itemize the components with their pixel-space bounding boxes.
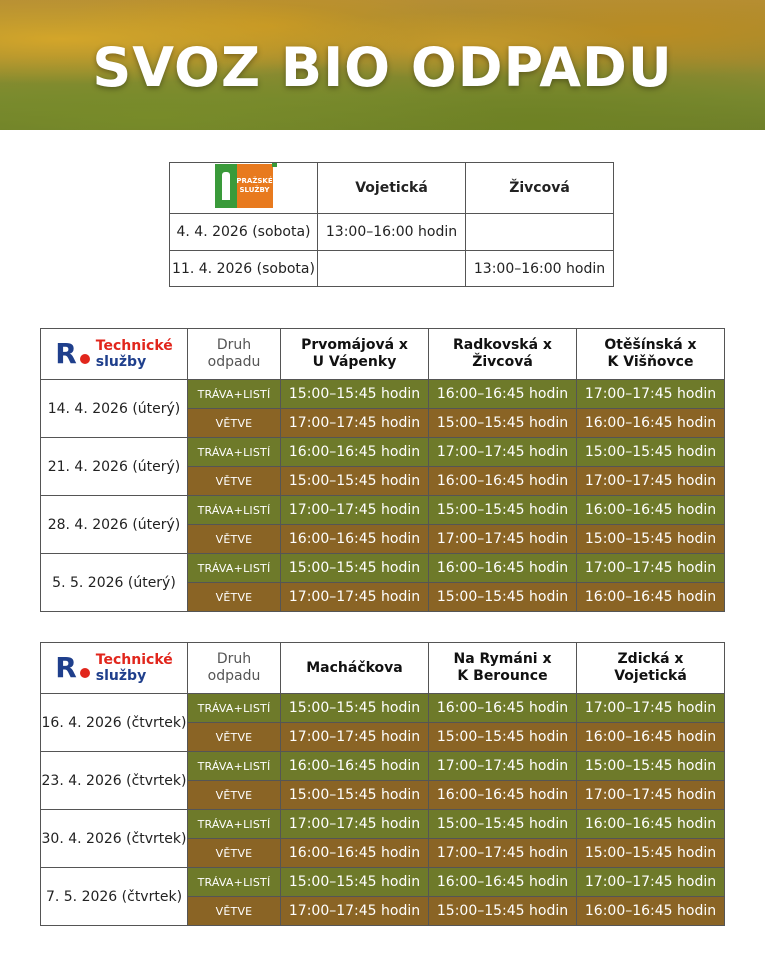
time-slot: 17:00–17:45 hodin [577, 380, 725, 409]
date-cell: 16. 4. 2026 (čtvrtek) [41, 694, 188, 752]
column-header: Zdická x Vojetická [577, 643, 725, 694]
waste-type-trava: TRÁVA+LISTÍ [188, 438, 281, 467]
time-slot: 17:00–17:45 hodin [577, 694, 725, 723]
time-slot: 17:00–17:45 hodin [281, 496, 429, 525]
time-slot: 17:00–17:45 hodin [281, 810, 429, 839]
date-cell: 5. 5. 2026 (úterý) [41, 554, 188, 612]
time-slot: 16:00–16:45 hodin [429, 467, 577, 496]
time-slot: 16:00–16:45 hodin [429, 868, 577, 897]
technicke-sluzby-logo-cell [41, 329, 188, 380]
time-slot: 15:00–15:45 hodin [577, 438, 725, 467]
time-slot: 17:00–17:45 hodin [429, 839, 577, 868]
column-header: Na Rymáni x K Berounce [429, 643, 577, 694]
logo-word1: Technické [95, 652, 173, 668]
waste-type-trava: TRÁVA+LISTÍ [188, 810, 281, 839]
time-slot: 17:00–17:45 hodin [577, 781, 725, 810]
date-cell: 11. 4. 2026 (sobota) [170, 251, 318, 287]
time-slot: 16:00–16:45 hodin [429, 380, 577, 409]
time-slot: 15:00–15:45 hodin [281, 380, 429, 409]
column-header: Živcová [466, 163, 614, 214]
time-slot: 15:00–15:45 hodin [429, 409, 577, 438]
page-title: SVOZ BIO ODPADU [92, 36, 673, 99]
time-slot: 16:00–16:45 hodin [577, 409, 725, 438]
waste-type-vetve: VĚTVE [188, 839, 281, 868]
time-slot: 16:00–16:45 hodin [429, 694, 577, 723]
time-slot: 16:00–16:45 hodin [577, 897, 725, 926]
waste-type-vetve: VĚTVE [188, 723, 281, 752]
time-slot: 15:00–15:45 hodin [577, 525, 725, 554]
date-cell: 21. 4. 2026 (úterý) [41, 438, 188, 496]
druh-odpadu-header: Druh odpadu [188, 329, 281, 380]
waste-type-vetve: VĚTVE [188, 409, 281, 438]
time-slot: 17:00–17:45 hodin [429, 438, 577, 467]
technicke-sluzby-logo [41, 338, 187, 370]
header-banner [0, 0, 765, 130]
time-cell: 13:00–16:00 hodin [466, 251, 614, 287]
technicke-sluzby-logo [41, 652, 187, 684]
time-slot: 15:00–15:45 hodin [281, 694, 429, 723]
date-cell: 7. 5. 2026 (čtvrtek) [41, 868, 188, 926]
waste-type-vetve: VĚTVE [188, 525, 281, 554]
column-header: Vojetická [318, 163, 466, 214]
time-slot: 17:00–17:45 hodin [577, 467, 725, 496]
waste-type-trava: TRÁVA+LISTÍ [188, 694, 281, 723]
date-cell: 30. 4. 2026 (čtvrtek) [41, 810, 188, 868]
waste-type-trava: TRÁVA+LISTÍ [188, 752, 281, 781]
time-slot: 17:00–17:45 hodin [577, 868, 725, 897]
waste-type-vetve: VĚTVE [188, 781, 281, 810]
time-slot: 15:00–15:45 hodin [429, 583, 577, 612]
time-slot: 17:00–17:45 hodin [281, 409, 429, 438]
prazske-sluzby-logo-cell [170, 163, 318, 214]
column-header: Otěšínská x K Višňovce [577, 329, 725, 380]
time-slot: 15:00–15:45 hodin [429, 723, 577, 752]
time-slot: 17:00–17:45 hodin [281, 723, 429, 752]
time-slot: 17:00–17:45 hodin [281, 583, 429, 612]
logo-dot-icon [80, 354, 90, 364]
logo-word1: Technické [95, 338, 173, 354]
time-slot: 16:00–16:45 hodin [281, 525, 429, 554]
time-slot: 15:00–15:45 hodin [281, 868, 429, 897]
time-slot: 16:00–16:45 hodin [281, 839, 429, 868]
time-cell: 13:00–16:00 hodin [318, 214, 466, 251]
column-header: Macháčkova [281, 643, 429, 694]
time-slot: 16:00–16:45 hodin [577, 583, 725, 612]
date-cell: 4. 4. 2026 (sobota) [170, 214, 318, 251]
time-slot: 15:00–15:45 hodin [281, 554, 429, 583]
time-slot: 16:00–16:45 hodin [429, 554, 577, 583]
time-slot: 15:00–15:45 hodin [429, 496, 577, 525]
time-slot: 16:00–16:45 hodin [577, 810, 725, 839]
time-slot: 17:00–17:45 hodin [577, 554, 725, 583]
date-cell: 28. 4. 2026 (úterý) [41, 496, 188, 554]
logo-word2: služby [95, 354, 147, 370]
waste-type-trava: TRÁVA+LISTÍ [188, 380, 281, 409]
time-slot: 15:00–15:45 hodin [281, 467, 429, 496]
logo-letter: R [55, 337, 77, 370]
time-slot: 17:00–17:45 hodin [429, 525, 577, 554]
logo-letter: R [55, 651, 77, 684]
time-slot: 16:00–16:45 hodin [577, 723, 725, 752]
logo-word2: služby [95, 668, 147, 684]
waste-type-trava: TRÁVA+LISTÍ [188, 868, 281, 897]
time-slot: 15:00–15:45 hodin [429, 810, 577, 839]
time-slot: 17:00–17:45 hodin [281, 897, 429, 926]
waste-type-trava: TRÁVA+LISTÍ [188, 554, 281, 583]
time-cell [466, 214, 614, 251]
waste-type-vetve: VĚTVE [188, 467, 281, 496]
time-cell [318, 251, 466, 287]
time-slot: 15:00–15:45 hodin [281, 781, 429, 810]
technicke-sluzby-logo-cell [41, 643, 188, 694]
column-header: Prvomájová x U Vápenky [281, 329, 429, 380]
time-slot: 15:00–15:45 hodin [429, 897, 577, 926]
logo-text-line2: SLUŽBY [239, 186, 270, 194]
date-cell: 23. 4. 2026 (čtvrtek) [41, 752, 188, 810]
logo-dot-icon [80, 668, 90, 678]
schedule-table-thursday [40, 642, 725, 926]
prazske-sluzby-figure-icon [215, 164, 237, 208]
time-slot: 16:00–16:45 hodin [281, 438, 429, 467]
date-cell: 14. 4. 2026 (úterý) [41, 380, 188, 438]
schedule-table-tuesday [40, 328, 725, 612]
time-slot: 17:00–17:45 hodin [429, 752, 577, 781]
prazske-sluzby-logo [215, 164, 273, 208]
column-header: Radkovská x Živcová [429, 329, 577, 380]
waste-type-vetve: VĚTVE [188, 583, 281, 612]
druh-odpadu-header: Druh odpadu [188, 643, 281, 694]
time-slot: 15:00–15:45 hodin [577, 839, 725, 868]
logo-text-line1: PRAŽSKÉ [236, 177, 273, 185]
time-slot: 16:00–16:45 hodin [577, 496, 725, 525]
prazske-sluzby-table [169, 162, 614, 287]
time-slot: 16:00–16:45 hodin [429, 781, 577, 810]
time-slot: 15:00–15:45 hodin [577, 752, 725, 781]
waste-type-vetve: VĚTVE [188, 897, 281, 926]
time-slot: 16:00–16:45 hodin [281, 752, 429, 781]
waste-type-trava: TRÁVA+LISTÍ [188, 496, 281, 525]
